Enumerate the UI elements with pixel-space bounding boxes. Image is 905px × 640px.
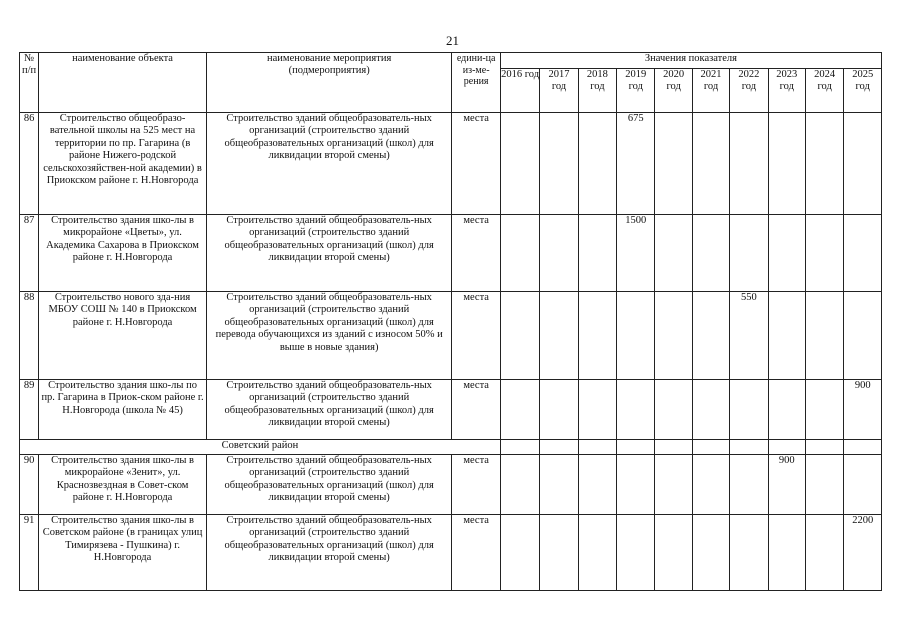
value-cell	[844, 215, 882, 292]
value-cell	[805, 515, 843, 591]
activity-name: Строительство зданий общеобразователь-ных организаций (строительство зданий общеобразовательных организаций (школ) для ликвидации второй смены)	[206, 455, 452, 515]
value-cell	[540, 113, 578, 215]
table-row	[20, 515, 882, 591]
header-activity	[206, 53, 452, 113]
value-cell	[540, 215, 578, 292]
table-row	[20, 215, 882, 292]
value-cell	[805, 292, 843, 380]
unit: места	[452, 455, 500, 515]
object-name: Строительство здания шко-лы в Советском районе (в границах улиц Тимирязева - Пушкина) г. Н.Новгорода	[39, 515, 207, 591]
value-cell	[692, 380, 729, 440]
object-name: Строительство нового зда-ния МБОУ СОШ № 140 в Приокском районе г. Н.Новгорода	[39, 292, 207, 380]
value-cell	[844, 292, 882, 380]
value-cell	[692, 455, 729, 515]
value-cell	[844, 440, 882, 455]
row-number: 91	[20, 515, 39, 591]
value-cell	[655, 292, 692, 380]
row-number: 87	[20, 215, 39, 292]
table-row	[20, 380, 882, 440]
header-year: 2017 год	[540, 69, 578, 113]
value-cell	[500, 380, 539, 440]
value-cell: 900	[844, 380, 882, 440]
value-cell	[730, 380, 768, 440]
unit: места	[452, 292, 500, 380]
value-cell	[655, 380, 692, 440]
header-year: 2022 год	[730, 69, 768, 113]
value-cell	[655, 215, 692, 292]
value-cell	[768, 292, 805, 380]
unit: места	[452, 215, 500, 292]
value-cell	[540, 515, 578, 591]
value-cell	[540, 440, 578, 455]
value-cell	[578, 113, 616, 215]
header-activity-line1: наименование мероприятия	[267, 53, 392, 64]
value-cell	[500, 292, 539, 380]
value-cell: 2200	[844, 515, 882, 591]
value-cell	[617, 515, 655, 591]
value-cell	[730, 215, 768, 292]
header-year: 2023 год	[768, 69, 805, 113]
header-values-group: Значения показателя	[500, 53, 881, 69]
value-cell	[655, 455, 692, 515]
header-unit: едини-ца из-ме-рения	[452, 53, 500, 113]
value-cell: 900	[768, 455, 805, 515]
value-cell: 1500	[617, 215, 655, 292]
value-cell	[500, 455, 539, 515]
value-cell	[617, 292, 655, 380]
district-row	[20, 440, 882, 455]
value-cell	[655, 440, 692, 455]
value-cell	[844, 455, 882, 515]
value-cell	[768, 380, 805, 440]
value-cell	[730, 515, 768, 591]
table-row	[20, 292, 882, 380]
value-cell	[844, 113, 882, 215]
activity-name: Строительство зданий общеобразователь-ных организаций (строительство зданий общеобразовательных организаций (школ) для ликвидации второй смены)	[206, 113, 452, 215]
indicators-table	[19, 52, 882, 591]
value-cell	[692, 113, 729, 215]
row-number: 90	[20, 455, 39, 515]
header-year: 2021 год	[692, 69, 729, 113]
header-object: наименование объекта	[39, 53, 207, 113]
value-cell	[500, 215, 539, 292]
value-cell	[540, 292, 578, 380]
value-cell	[805, 215, 843, 292]
value-cell	[540, 455, 578, 515]
table-row	[20, 113, 882, 215]
value-cell	[617, 455, 655, 515]
value-cell	[578, 380, 616, 440]
value-cell	[500, 515, 539, 591]
activity-name: Строительство зданий общеобразователь-ных организаций (строительство зданий общеобразовательных организаций (школ) для ликвидации второй смены)	[206, 380, 452, 440]
value-cell	[617, 380, 655, 440]
activity-name: Строительство зданий общеобразователь-ных организаций (строительство зданий общеобразовательных организаций (школ) для ликвидации второй смены)	[206, 515, 452, 591]
value-cell	[692, 292, 729, 380]
activity-name: Строительство зданий общеобразователь-ных организаций (строительство зданий общеобразовательных организаций (школ) для перевода обучающихся из зданий с износом 50% и выше в новые здания)	[206, 292, 452, 380]
district-heading: Советский район	[20, 440, 501, 455]
value-cell	[768, 515, 805, 591]
value-cell	[692, 440, 729, 455]
value-cell	[730, 455, 768, 515]
activity-name: Строительство зданий общеобразователь-ных организаций (строительство зданий общеобразовательных организаций (школ) для ликвидации второй смены)	[206, 215, 452, 292]
value-cell	[500, 113, 539, 215]
value-cell: 550	[730, 292, 768, 380]
row-number: 88	[20, 292, 39, 380]
row-number: 86	[20, 113, 39, 215]
row-number: 89	[20, 380, 39, 440]
value-cell	[578, 515, 616, 591]
value-cell	[805, 455, 843, 515]
value-cell	[692, 215, 729, 292]
value-cell	[500, 440, 539, 455]
header-num: № п/п	[20, 53, 39, 113]
object-name: Строительство здания шко-лы в микрорайоне «Цветы», ул. Академика Сахарова в Приокском районе г. Н.Новгорода	[39, 215, 207, 292]
table-row	[20, 455, 882, 515]
value-cell: 675	[617, 113, 655, 215]
header-year: 2025 год	[844, 69, 882, 113]
value-cell	[730, 113, 768, 215]
value-cell	[540, 380, 578, 440]
value-cell	[578, 440, 616, 455]
value-cell	[692, 515, 729, 591]
unit: места	[452, 380, 500, 440]
value-cell	[578, 455, 616, 515]
value-cell	[768, 215, 805, 292]
header-year: 2020 год	[655, 69, 692, 113]
object-name: Строительство общеобразо-вательной школы на 525 мест на территории по пр. Гагарина (в районе Нижего-родской сельскохозяйствен-ной академии) в Приокском районе г. Н.Новгорода	[39, 113, 207, 215]
unit: места	[452, 113, 500, 215]
header-year: 2024 год	[805, 69, 843, 113]
value-cell	[730, 440, 768, 455]
unit: места	[452, 515, 500, 591]
object-name: Строительство здания шко-лы в микрорайоне «Зенит», ул. Краснозвездная в Совет-ском районе г. Н.Новгорода	[39, 455, 207, 515]
value-cell	[768, 440, 805, 455]
value-cell	[805, 440, 843, 455]
value-cell	[805, 113, 843, 215]
value-cell	[655, 113, 692, 215]
value-cell	[578, 215, 616, 292]
header-year: 2018 год	[578, 69, 616, 113]
value-cell	[805, 380, 843, 440]
value-cell	[768, 113, 805, 215]
page-number: 21	[446, 33, 459, 48]
value-cell	[617, 440, 655, 455]
value-cell	[655, 515, 692, 591]
header-year: 2016 год	[500, 69, 539, 113]
value-cell	[578, 292, 616, 380]
object-name: Строительство здания шко-лы по пр. Гагарина в Приок-ском районе г. Н.Новгорода (школа № 45)	[39, 380, 207, 440]
header-year: 2019 год	[617, 69, 655, 113]
header-activity-line2: (подмероприятия)	[288, 65, 370, 77]
